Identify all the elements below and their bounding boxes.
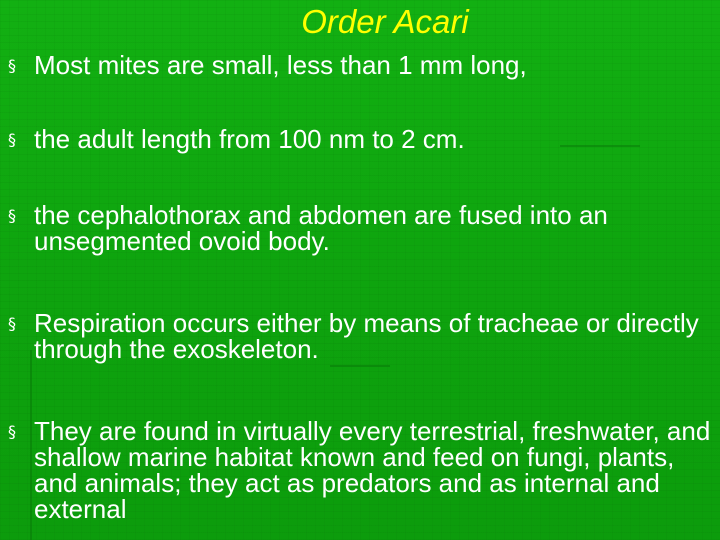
bullet-text: the cephalothorax and abdomen are fused into an unsegmented ovoid body. [34,200,608,256]
bullet-item-4 [8,310,718,362]
bullet-icon: § [8,56,16,75]
bullet-item-2 [8,126,718,152]
decorative-line [330,365,390,367]
bullet-item-3 [8,202,718,254]
bullet-item-1 [8,52,718,78]
bullet-icon: § [8,314,16,333]
bullet-text: the adult length from 100 nm to 2 cm. [34,124,465,154]
bullet-icon: § [8,206,16,225]
bullet-item-5 [8,418,718,522]
bullet-icon: § [8,130,16,149]
bullet-icon: § [8,422,16,441]
bullet-text: Respiration occurs either by means of tracheae or directly through the exoskeleton. [34,308,699,364]
bullet-text: They are found in virtually every terrestrial, freshwater, and shallow marine habitat known and feed on fungi, plants, and animals; they act as predators and as internal and external [34,416,711,524]
bullet-text: Most mites are small, less than 1 mm long, [34,50,527,80]
slide-title: Order Acari [301,3,469,40]
